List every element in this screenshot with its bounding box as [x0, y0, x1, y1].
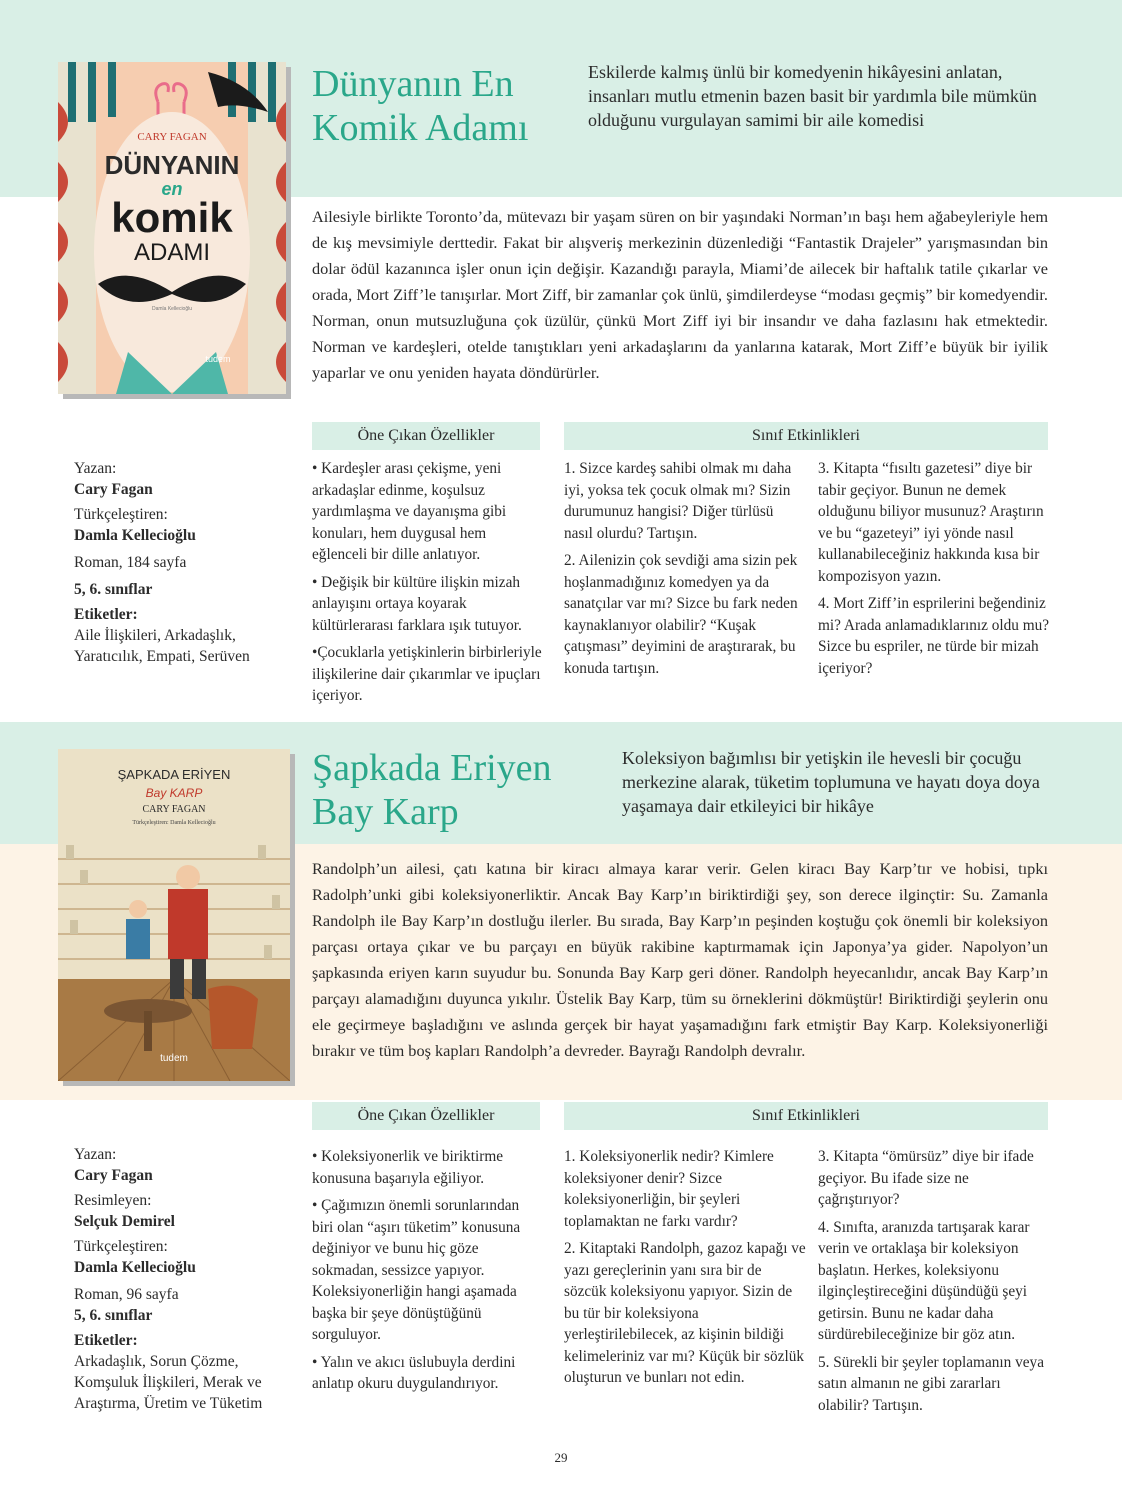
- book1-grades: 5, 6. sınıflar: [74, 581, 153, 598]
- book2-cover-art: [58, 749, 290, 1081]
- book1-title-line2: Komik Adamı: [312, 107, 529, 149]
- book1-activity-item: 3. Kitapta “fısıltı gazetesi” diye bir tabir geçiyor. Bunun ne demek olduğunu biliyor musunuz? Araştırın ve bu “gazeteyi” iyi yönde nasıl kullanabileceğiniz hakkında kısa bir kompozisyon yazın.: [818, 460, 1044, 585]
- book2-tags: Arkadaşlık, Sorun Çözme, Komşuluk İlişkileri, Merak ve Araştırma, Üretim ve Tüketim: [74, 1353, 263, 1412]
- book2-title-line1: Şapkada Eriyen: [312, 747, 552, 789]
- book1-activity-item: 4. Mort Ziff’in esprilerini beğendiniz mi? Arada anlamadıklarınız oldu mu? Sizce bu espriler, ne türde bir mizah içeriyor?: [818, 595, 1050, 677]
- book1-summary: Ailesiyle birlikte Toronto’da, mütevazı bir yaşam süren on bir yaşındaki Norman’ın başı hem ağabeyleriyle hem de kış mevsimiyle derttedir. Fakat bir alışveriş merkezinin düzenlediği “Fantastik Drajeler” yarışmasından bin dolar ödül kazanınca işler onun için değişir. Kazandığı parayla, Miami’de ailecek bir haftalık tatile çıkarlar ve orada, Mort Ziff’le tanışırlar. Mort Ziff, bir zamanlar çok ünlü, şimdilerdeyse “modası geçmiş” bir komedyendir. Norman, onun mutsuzluğuna çok üzülür, çünkü Mort Ziff iyi bir insandır ve daha fazlasını hak etmektedir. Norman ve kardeşleri, otelde tanıştıkları yeni arkadaşlarını da yanlarına katarak, Mort Ziff’e büyük bir iyilik yaparlar ve onu yeniden hayata döndürürler.: [312, 207, 1048, 382]
- book2-activity-item: 1. Koleksiyonerlik nedir? Kimlere koleksiyoner denir? Sizce koleksiyonerliğin, bir şeyleri toplamaktan ne farkı vardır?: [564, 1148, 774, 1230]
- book2-translator: Damla Kellecioğlu: [74, 1259, 196, 1276]
- book1-activity-item: 2. Ailenizin çok sevdiği ama sizin pek hoşlanmadığınız komedyen ya da sanatçılar var mı? Sizce bu fark neden kaynaklanıyor olabilir? “Kuşak çatışması” deyimini de araştırarak, bu konuda tartışın.: [564, 552, 798, 677]
- book2-cover-title-2: Bay KARP: [145, 786, 203, 800]
- book1-title: [312, 62, 572, 150]
- book1-feature-item: •Çocuklarla yetişkinlerin birbirleriyle ilişkilerine dair çıkarımlar ve ipuçları içeriyor.: [312, 644, 542, 704]
- page-number: 29: [554, 1450, 568, 1465]
- book2-author-label: Yazan:: [74, 1146, 117, 1163]
- book1-tags-label: Etiketler:: [74, 606, 138, 623]
- book1-translator: Damla Kellecioğlu: [74, 527, 196, 544]
- book2-title: [312, 746, 612, 834]
- book2-activity-item: 2. Kitaptaki Randolph, gazoz kapağı ve yazı gereçlerinin yanı sıra bir de sözcük koleksiyonu yapıyor. Sizin de bu tür bir koleksiyona yerleştirilebilecek, az kişinin bildiği kelimeleriniz var mı? Küçük bir sözlük oluşturun ve bunları not edin.: [564, 1240, 806, 1386]
- book2-grades: 5, 6. sınıflar: [74, 1307, 153, 1324]
- book2-tagline: Koleksiyon bağımlısı bir yetişkin ile hevesli bir çocuğu merkezine alarak, tüketim toplumuna ve hayatı doya doya yaşamaya dair etkileyici bir hikâye: [622, 748, 1040, 816]
- book1-activity-item: 1. Sizce kardeş sahibi olmak mı daha iyi, yoksa tek çocuk olmak mı? Sizin durumunuz hangisi? Diğer türlüsü nasıl olurdu? Tartışın.: [564, 460, 792, 542]
- book1-cover-title-2: en: [161, 179, 183, 199]
- book2-cover-image: [58, 749, 290, 1081]
- book2-feature-item: • Çağımızın önemli sorunlarından biri olan “aşırı tüketim” konusuna değiniyor ve bunu hiç göze sokmadan, sessizce yapıyor. Koleksiyonerliğin hangi aşamada başka bir şeye dönüştüğünü sorguluyor.: [312, 1197, 521, 1343]
- book1-tags: Aile İlişkileri, Arkadaşlık, Yaratıcılık, Empati, Serüven: [74, 627, 250, 665]
- book2-activities-header: Sınıf Etkinlikleri: [564, 1102, 1048, 1130]
- book1-activities-col2: [818, 458, 1050, 685]
- book2-cover-publisher: tudem: [160, 1053, 188, 1064]
- book1-tagline: Eskilerde kalmış ünlü bir komedyenin hikâyesini anlatan, insanları mutlu etmenin bazen basit bir yardımla bile mümkün olduğunu vurgulayan samimi bir aile komedisi: [588, 62, 1037, 130]
- book2-tags-label: Etiketler:: [74, 1332, 138, 1349]
- book2-illustrator-label: Resimleyen:: [74, 1192, 152, 1209]
- book2-cover-author: CARY FAGAN: [142, 804, 206, 815]
- book1-features-header: Öne Çıkan Özellikler: [312, 422, 540, 450]
- book2-activity-item: 3. Kitapta “ömürsüz” diye bir ifade geçiyor. Bu ifade size ne çağrıştırıyor?: [818, 1148, 1034, 1208]
- book1-cover-translator: Damla Kellecioğlu: [151, 306, 193, 312]
- book1-feature-item: • Değişik bir kültüre ilişkin mizah anlayışını ortaya koyarak kültürlerarası farklara ışık tutuyor.: [312, 573, 522, 634]
- book2-translator-label: Türkçeleştiren:: [74, 1238, 168, 1255]
- book1-cover-art: [58, 62, 286, 394]
- book2-features-list: [312, 1146, 544, 1401]
- book2-summary: Randolph’un ailesi, çatı katına bir kiracı almaya karar verir. Gelen kiracı Bay Karp’tır ve hobisi, tıpkı Radolph’unki gibi koleksiyonerliktir. Ancak Bay Karp’ın biriktirdiği şey, son derece ilginçtir: Su. Zamanla Randolph ile Bay Karp’ın dostluğu ilerler. Bu sırada, Bay Karp’ın peşinden koştuğu çok önemli bir koleksiyon parçası ortaya çıkar ve bu parçayı en büyük rakibine kaptırmamak için Japonya’ya gider. Napolyon’un şapkasında eriyen karın suyudur bu. Sonunda Bay Karp geri döner. Randolph heyecanlıdır, ancak Bay Karp’ın parçayı alamadığını duyunca yıkılır. Üstelik Bay Karp, tüm su örneklerini dökmüştür! Biriktirdiği şeylerin onu ele geçirmeye başladığını ve aslında gerçek bir hayat yaşamadığını fark etmiştir Bay Karp. Koleksiyonerliği bırakır ve tüm boş kapları Randolph’a devreder. Bayrağı Randolph devralır.: [312, 859, 1048, 1060]
- book2-activities-col1: [564, 1146, 806, 1395]
- book2-activity-item: 5. Sürekli bir şeyler toplamanın veya satın almanın ne gibi zararları olabilir? Tartışın.: [818, 1353, 1044, 1414]
- book2-format: Roman, 96 sayfa: [74, 1286, 179, 1303]
- book1-cover-publisher: tudem: [205, 354, 231, 364]
- book1-cover-author: CARY FAGAN: [137, 131, 207, 143]
- book2-feature-item: • Koleksiyonerlik ve biriktirme konusuna başarıyla eğiliyor.: [312, 1148, 504, 1187]
- book2-activity-item: 4. Sınıfta, aranızda tartışarak karar verin ve ortaklaşa bir koleksiyon başlatın. Herkes, koleksiyonu ilginçleştireceğini düşündüğü şeyi getirsin. Bunu ne kadar daha sürdürebileceğinize bir göz atın.: [818, 1218, 1030, 1343]
- book1-author-label: Yazan:: [74, 460, 117, 477]
- book1-activities-col1: [564, 458, 806, 685]
- book1-cover-title-4: ADAMI: [133, 239, 211, 266]
- book2-feature-item: • Yalın ve akıcı üslubuyla derdini anlatıp okuru duygulandırıyor.: [312, 1353, 516, 1392]
- book2-features-header: Öne Çıkan Özellikler: [312, 1102, 540, 1130]
- book2-title-line2: Bay Karp: [312, 791, 459, 833]
- book1-cover-title-3: komik: [111, 194, 233, 241]
- book1-features-list: [312, 458, 544, 713]
- book1-title-line1: Dünyanın En: [312, 63, 514, 105]
- book1-author: Cary Fagan: [74, 481, 153, 498]
- book1-cover-image: [58, 62, 286, 394]
- book2-cover-title-1: ŞAPKADA ERİYEN: [117, 767, 231, 782]
- book2-meta: [74, 1144, 284, 1414]
- book1-meta: [74, 458, 284, 667]
- book2-activities-col2: [818, 1146, 1050, 1422]
- book1-translator-label: Türkçeleştiren:: [74, 506, 168, 523]
- book2-illustrator: Selçuk Demirel: [74, 1213, 175, 1230]
- book1-cover-title-1: DÜNYANIN: [104, 150, 240, 180]
- book1-activities-header: Sınıf Etkinlikleri: [564, 422, 1048, 450]
- book1-feature-item: • Kardeşler arası çekişme, yeni arkadaşlar edinme, koşulsuz yardımlaşma ve dayanışma gibi konuları, hem duygusal hem eğlenceli bir dille anlatıyor.: [312, 460, 507, 563]
- book1-format: Roman, 184 sayfa: [74, 554, 187, 571]
- book2-cover-translator: Türkçeleştiren: Damla Kellecioğlu: [132, 820, 216, 826]
- book2-author: Cary Fagan: [74, 1167, 153, 1184]
